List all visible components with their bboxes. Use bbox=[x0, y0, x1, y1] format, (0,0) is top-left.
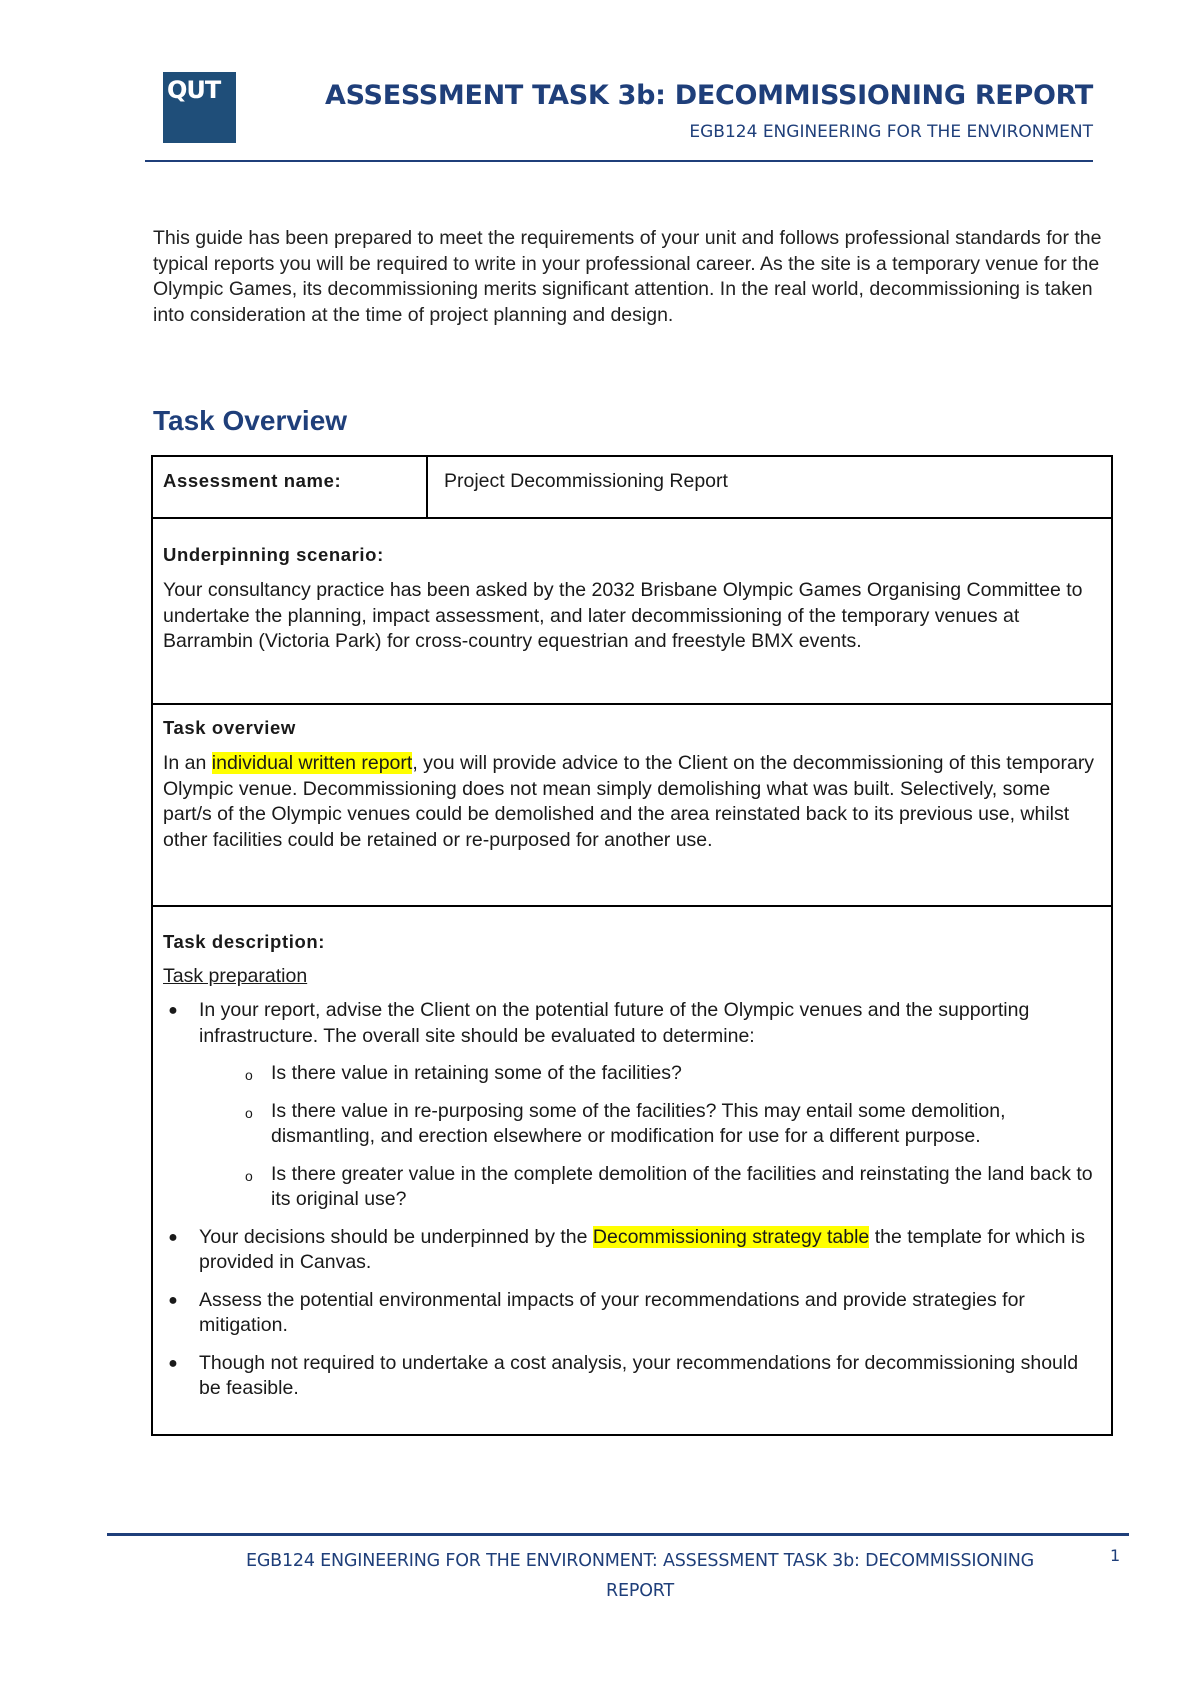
preparation-heading: Task preparation bbox=[163, 965, 308, 987]
bullet-icon: ● bbox=[168, 1291, 178, 1309]
intro-paragraph: This guide has been prepared to meet the requirements of your unit and follows professional standards for the typical reports you will be required to write in your professional career. As the site is a temporary venue for the Olympic Games, its decommissioning merits significant attention. In the real world, decommissioning is taken into consideration at the time of project planning and design. bbox=[153, 227, 1102, 326]
bullet-text: In your report, advise the Client on the potential future of the Olympic venues and the supporting infrastructure. The overall site should be evaluated to determine: bbox=[199, 999, 1030, 1047]
circle-bullet-icon: o bbox=[245, 1104, 253, 1121]
bullet-icon: ● bbox=[168, 1354, 178, 1372]
scenario-heading: Underpinning scenario: bbox=[163, 544, 384, 565]
bullet-text: Assess the potential environmental impacts of your recommendations and provide strategies for mitigation. bbox=[199, 1288, 1025, 1336]
circle-bullet-icon: o bbox=[245, 1067, 253, 1083]
task-bullet-list bbox=[163, 998, 1101, 1402]
sub-question-list bbox=[199, 1061, 1101, 1213]
footer-line-2: REPORT bbox=[606, 1581, 674, 1601]
overview-text-end: , you will provide advice to the Client on the decommissioning of this temporary Olympic venue. Decommissioning does not mean simply demolishing what was built. Selectively, some part/s of the Olympic venues could be demolished and the area reinstated back to its previous use, whilst other facilities could be retained or re-purposed for another use. bbox=[163, 752, 1095, 851]
page-number: 1 bbox=[1110, 1546, 1121, 1565]
task-overview-heading: Task Overview bbox=[153, 405, 348, 436]
sub-question-text: Is there value in re-purposing some of the facilities? This may entail some demolition, dismantling, and erection elsewhere or modification for use for a different purpose. bbox=[271, 1099, 1006, 1147]
assessment-name-label: Assessment name: bbox=[153, 457, 428, 517]
scenario-text: Your consultancy practice has been asked by the 2032 Brisbane Olympic Games Organising Committee to undertake the planning, impact assessment, and later decommissioning of the temporary venues at Barrambin (Victoria Park) for cross-country equestrian and freestyle BMX events. bbox=[163, 579, 1083, 652]
header-divider bbox=[145, 160, 1093, 162]
list-item bbox=[199, 1061, 1101, 1087]
overview-text-start: In an bbox=[163, 752, 212, 774]
highlighted-text: Decommissioning strategy table bbox=[592, 1225, 870, 1248]
list-item bbox=[163, 1288, 1101, 1339]
scenario-row bbox=[153, 519, 1111, 705]
bullet-text-end: the template for which is provided in Canvas. bbox=[199, 1225, 1085, 1273]
highlighted-text: individual written report bbox=[211, 752, 413, 774]
document-title: ASSESSMENT TASK 3b: DECOMMISSIONING REPORT bbox=[325, 80, 1093, 111]
list-item bbox=[163, 1225, 1101, 1276]
list-item bbox=[163, 998, 1101, 1213]
unit-subtitle: EGB124 ENGINEERING FOR THE ENVIRONMENT bbox=[689, 122, 1093, 142]
description-row bbox=[153, 907, 1111, 1434]
circle-bullet-icon: o bbox=[245, 1167, 253, 1184]
bullet-icon: ● bbox=[168, 1002, 178, 1019]
footer-text bbox=[165, 1546, 1115, 1606]
overview-text bbox=[163, 751, 1101, 853]
sub-question-text: Is there greater value in the complete demolition of the facilities and reinstating the land back to its original use? bbox=[271, 1162, 1093, 1210]
list-item bbox=[199, 1099, 1101, 1150]
bullet-text: Though not required to undertake a cost analysis, your recommendations for decommissioning should be feasible. bbox=[199, 1351, 1079, 1399]
overview-heading: Task overview bbox=[163, 717, 296, 738]
footer-divider bbox=[107, 1533, 1129, 1536]
footer-line-1: EGB124 ENGINEERING FOR THE ENVIRONMENT: ASSESSMENT TASK 3b: DECOMMISSIONING bbox=[245, 1551, 1035, 1571]
task-table bbox=[151, 455, 1113, 1436]
bullet-icon: ● bbox=[168, 1228, 178, 1246]
assessment-name-value: Project Decommissioning Report bbox=[444, 470, 728, 492]
sub-question-text: Is there value in retaining some of the facilities? bbox=[271, 1062, 682, 1084]
description-heading: Task description: bbox=[163, 931, 326, 952]
qut-logo: QUT bbox=[163, 72, 236, 143]
assessment-name-row bbox=[153, 457, 1111, 519]
overview-row bbox=[153, 705, 1111, 907]
list-item bbox=[163, 1351, 1101, 1402]
list-item bbox=[199, 1162, 1101, 1213]
bullet-text-start: Your decisions should be underpinned by the bbox=[199, 1225, 593, 1248]
